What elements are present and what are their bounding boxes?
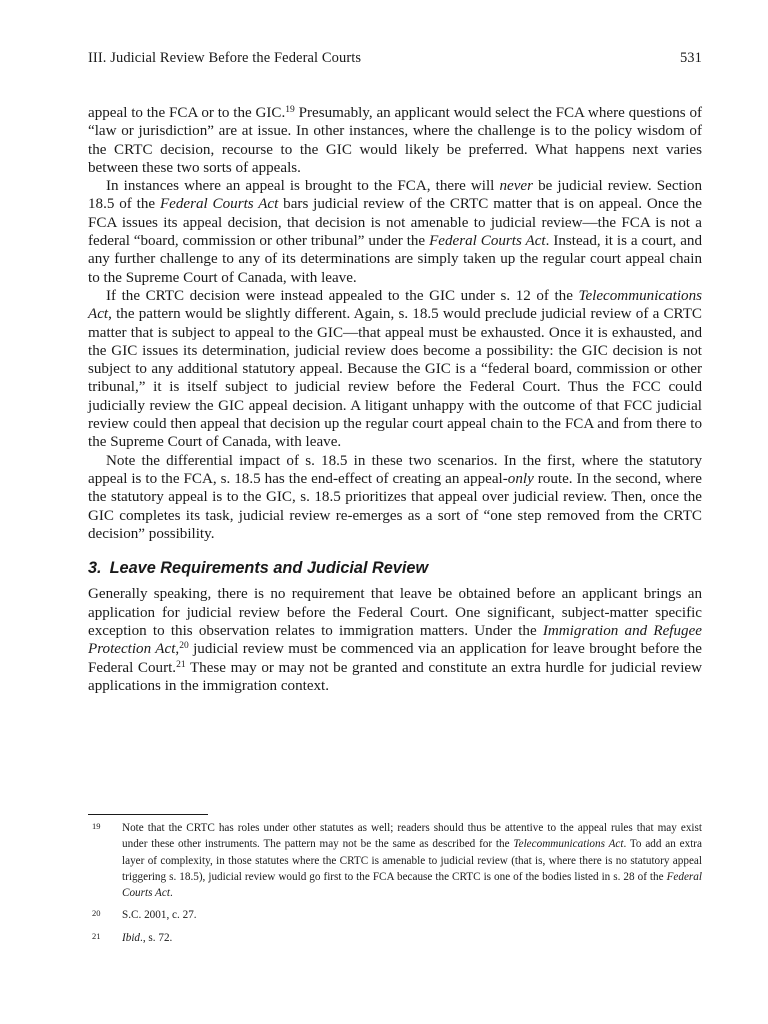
footnote-19 [88,820,702,901]
footnote-ref-19[interactable]: 19 [285,105,295,115]
paragraph-3: If the CRTC decision were instead appealed to the GIC under s. 12 of the Telecommunications Act, the pattern would be slightly different. Again, s. 18.5 would preclude judicial review of a CRTC matter that is subject to appeal to the GIC—that appeal must be exhausted. Once it is exhausted, and the GIC issues its determination, judicial review does become a possibility: the GIC decision is not subject to any additional statutory appeal. Because the GIC is a “federal board, commission or other tribunal,” it is itself subject to judicial review before the Federal Court. Thus the FCC could judicially review the GIC appeal decision. A litigant unhappy with the outcome of that FCC judicial review could then appeal that decision up the regular court appeal chain to the FCA and from there to the Supreme Court of Canada, with leave. [88,287,702,451]
footnote-number: 19 [92,821,101,831]
footnote-20 [88,907,702,923]
section-heading [88,559,702,577]
footnote-text: Ibid., s. 72. [122,931,173,944]
footnote-ref-21[interactable]: 21 [176,659,186,670]
footnote-number: 21 [92,930,101,941]
section-title: Leave Requirements and Judicial Review [109,559,429,578]
page-number: 531 [679,50,702,66]
paragraph-2: In instances where an appeal is brought to the FCA, there will never be judicial review. Section 18.5 of the Federal Courts Act bars judicial review of the CRTC matter that is on appeal. Once the FCA issues its appeal decision, that decision is not amenable to judicial review—the FCA is not a federal “board, commission or other tribunal” under the Federal Courts Act. Instead, it is a court, and any further challenge to any of its determinations are simply taken up the regular court appeal chain to the Supreme Court of Canada, with leave. [88,178,703,286]
footnote-divider [88,814,208,815]
footnote-number: 20 [92,908,101,919]
footnote-ref-20[interactable]: 20 [179,641,189,652]
paragraph-1: appeal to the FCA or to the GIC.$^{19}$ Presumably, an applicant would select the FCA where questions of “law or jurisdiction” are at issue. In other instances, where the challenge is to the policy wisdom of the CRTC decision, recourse to the GIC would likely be preferred. What happens next varies between these two sorts of appeals. [88,105,703,176]
paragraph-5: Generally speaking, there is no requirement that leave be obtained before an applicant brings an application for judicial review before the Federal Court. One significant, subject-matter specific exception to this observation relates to immigration matters. Under the Immigration and Refugee Protection Act,$^{20}$ judicial review must be commenced via an application for leave brought before the Federal Court.$^{21}$ These may or may not be granted and constitute an extra hurdle for judicial review applications in the immigration context. [88,586,702,694]
running-header [88,50,702,67]
main-text [88,104,702,695]
running-header-title: III. Judicial Review Before the Federal Courts [88,50,362,66]
footnote-text: S.C. 2001, c. 27. [122,909,197,922]
footnote-text: Note that the CRTC has roles under other statutes as well; readers should thus be attentive to the appeal rules that may exist under these other instruments. The pattern may not be the same as described for the Telecommunications Act. To add an extra layer of complexity, in those statutes where the CRTC is amenable to judicial review (that is, where there is no statutory appeal triggering s. 18.5), judicial review would go first to the FCA because the CRTC is one of the bodies listed in s. 28 of the Federal Courts Act. [122,822,703,900]
footnote-21 [88,930,702,946]
paragraph-4: Note the differential impact of s. 18.5 in these two scenarios. In the first, where the statutory appeal is to the FCA, s. 18.5 has the end-effect of creating an appeal-only route. In the second, where the statutory appeal is to the GIC, s. 18.5 prioritizes that appeal over judicial review. Then, once the GIC completes its task, judicial review re-emerges as a sort of “one step removed from the CRTC decision” possibility. [88,452,703,542]
footnotes [88,820,702,952]
section-number: 3. [88,559,102,578]
